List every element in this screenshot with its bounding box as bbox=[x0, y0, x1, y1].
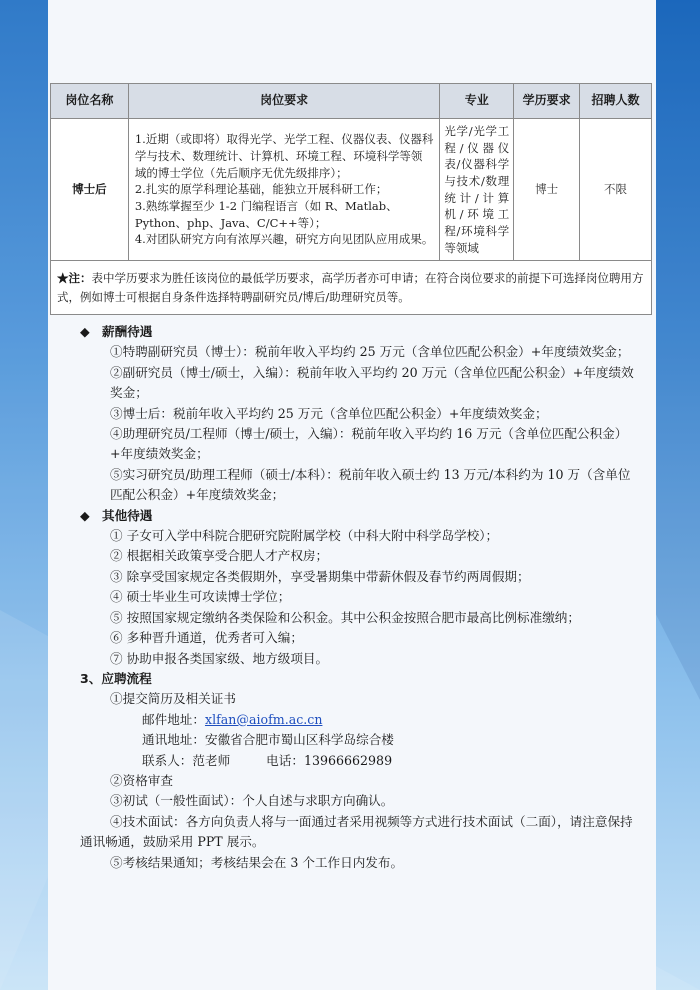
note-text: 表中学历要求为胜任该岗位的最低学历要求，高学历者亦可申请；在符合岗位要求的前提下可选择岗位聘用方式，例如博士可根据自身条件选择特聘副研究员/博后/助理研究员等。 bbox=[57, 271, 644, 304]
header-major: 专业 bbox=[440, 84, 514, 119]
address-line bbox=[80, 730, 636, 750]
benefit-item-1: ① 子女可入学中科院合肥研究院附属学校（中科大附中科学岛学校）； bbox=[110, 528, 499, 544]
benefit-item-2: ② 根据相关政策享受合肥人才产权房； bbox=[110, 548, 329, 564]
salary-heading: ◆ 薪酬待遇 bbox=[80, 322, 636, 342]
email-line bbox=[80, 710, 636, 730]
requirement-3: 3.熟练掌握至少 1-2 门编程语言（如 R、Matlab、Python、php、Java、C/C++等）； bbox=[134, 199, 398, 230]
table-row bbox=[51, 119, 652, 261]
position-requirements bbox=[128, 119, 439, 261]
position-education: 博士 bbox=[514, 119, 580, 261]
process-heading: 3、应聘流程 bbox=[80, 670, 152, 686]
benefit-item-5: ⑤ 按照国家规定缴纳各类保险和公积金。其中公积金按照合肥市最高比例标准缴纳； bbox=[110, 609, 580, 625]
salary-item-1: ①特聘副研究员（博士）：税前年收入平均约 25 万元（含单位匹配公积金）+年度绩效奖金； bbox=[110, 344, 630, 360]
email-link[interactable]: xlfan@aiofm.ac.cn bbox=[204, 711, 323, 727]
job-table bbox=[50, 83, 652, 315]
email-label: 邮件地址： bbox=[142, 711, 205, 727]
salary-item-3: ③博士后：税前年收入平均约 25 万元（含单位匹配公积金）+年度绩效奖金； bbox=[110, 405, 548, 421]
process-step-4: ④技术面试：各方向负责人将与一面通过者采用视频等方式进行技术面试（二面），请注意保持通讯畅通，鼓励采用 PPT 展示。 bbox=[80, 813, 633, 850]
salary-item-4: ④助理研究员/工程师（博士/硕士，入编）：税前年收入平均约 16 万元（含单位匹配公积金）+年度绩效奖金； bbox=[110, 426, 628, 462]
position-major: 光学/光学工程/仪器仪表/仪器科学与技术/数理统计/计算机/环境工程/环境科学等领域 bbox=[440, 119, 514, 261]
requirement-2: 2.扎实的原学科理论基础，能独立开展科研工作； bbox=[134, 182, 388, 197]
main-content bbox=[80, 322, 636, 873]
diamond-bullet-icon: ◆ bbox=[80, 507, 90, 523]
phone-label: 电话： bbox=[266, 752, 304, 768]
process-step-5: ⑤考核结果通知；考核结果会在 3 个工作日内发布。 bbox=[110, 854, 404, 870]
table-note-row bbox=[51, 261, 652, 315]
salary-item-2: ②副研究员（博士/硕士，入编）：税前年收入平均约 20 万元（含单位匹配公积金）+年度绩效奖金； bbox=[110, 364, 634, 401]
header-count: 招聘人数 bbox=[580, 84, 652, 119]
requirement-4: 4.对团队研究方向有浓厚兴趣，研究方向见团队应用成果。 bbox=[134, 232, 434, 247]
address-label: 通讯地址： bbox=[142, 732, 205, 748]
benefit-item-6: ⑥ 多种晋升通道，优秀者可入编； bbox=[110, 630, 303, 646]
contact-value: 范老师 bbox=[192, 752, 231, 768]
address-value: 安徽省合肥市蜀山区科学岛综合楼 bbox=[204, 732, 394, 748]
phone-value: 13966662989 bbox=[303, 752, 393, 768]
contact-line bbox=[80, 751, 636, 771]
diamond-bullet-icon: ◆ bbox=[80, 324, 90, 339]
header-position: 岗位名称 bbox=[51, 84, 129, 119]
header-education: 学历要求 bbox=[514, 84, 580, 119]
table-header-row bbox=[51, 84, 652, 119]
salary-item-5: ⑤实习研究员/助理工程师（硕士/本科）：税前年收入硕士约 13 万元/本科约为 10 万（含单位匹配公积金）+年度绩效奖金； bbox=[110, 466, 631, 503]
process-step-2: ②资格审查 bbox=[110, 772, 173, 788]
position-count: 不限 bbox=[580, 119, 652, 261]
benefit-item-4: ④ 硕士毕业生可攻读博士学位； bbox=[110, 589, 291, 605]
header-requirements: 岗位要求 bbox=[128, 84, 439, 119]
requirement-1: 1.近期（或即将）取得光学、光学工程、仪器仪表、仪器科学与技术、数理统计、计算机、环境工程、环境科学等领域的博士学位（先后顺序无优先级排序）； bbox=[134, 132, 434, 180]
benefit-item-3: ③ 除享受国家规定各类假期外，享受暑期集中带薪休假及春节约两周假期； bbox=[110, 568, 530, 584]
note-label: ★注： bbox=[57, 271, 92, 286]
position-title: 博士后 bbox=[51, 119, 129, 261]
process-step-3: ③初试（一般性面试）：个人自述与求职方向确认。 bbox=[110, 793, 394, 809]
table-note bbox=[51, 261, 652, 315]
benefits-heading: ◆ 其他待遇 bbox=[80, 506, 636, 526]
process-step-1: ①提交简历及相关证书 bbox=[110, 691, 236, 707]
benefit-item-7: ⑦ 协助申报各类国家级、地方级项目。 bbox=[110, 650, 329, 666]
contact-label: 联系人： bbox=[142, 752, 193, 768]
